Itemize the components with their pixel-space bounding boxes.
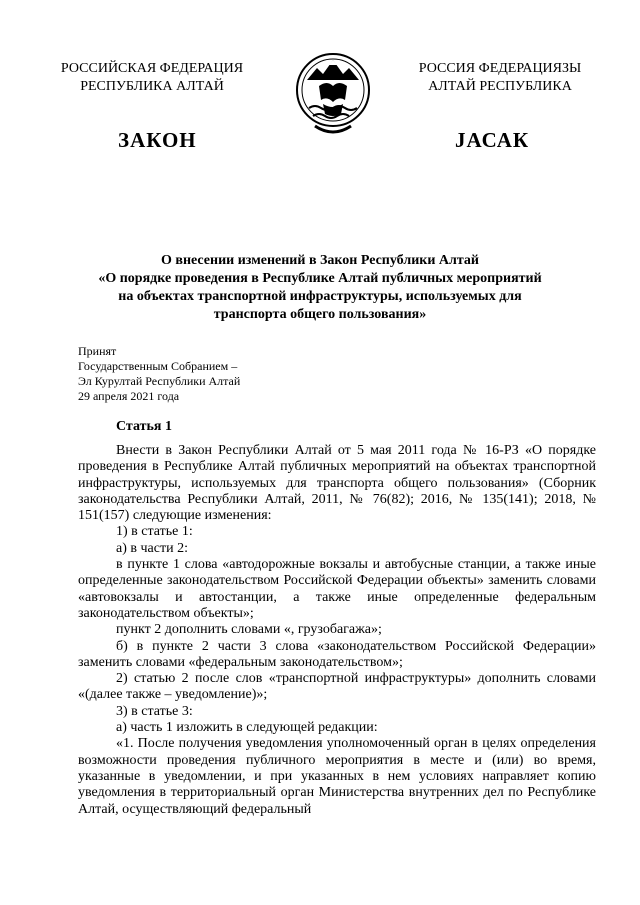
header-left-line1: РОССИЙСКАЯ ФЕДЕРАЦИЯ (60, 61, 244, 76)
paragraph: а) часть 1 изложить в следующей редакции: (116, 720, 378, 736)
title-line: О внесении изменений в Закон Республики Алтай (161, 253, 479, 268)
article-heading: Статья 1 (116, 419, 172, 434)
paragraph: «1. После получения уведомления уполномоченный орган в целях определения возможности проведения публичного мероприятия в месте и (или) во время, указанные в уведомлении, и при указанных в нем условиях направляет копию уведомления в территориальный орган Министерства внутренних дел по Республике Алтай, осуществляющий федеральный (78, 736, 596, 817)
title-line: «О порядке проведения в Республике Алтай публичных мероприятий (98, 271, 542, 286)
header-right (390, 60, 610, 96)
article-body (78, 443, 596, 818)
adoption-line: Принят (78, 344, 117, 358)
header-right-line2: АЛТАЙ РЕСПУБЛИКА (428, 79, 572, 94)
paragraph: б) в пункте 2 части 3 слова «законодательством Российской Федерации» заменить словами «федеральным законодательством»; (78, 638, 596, 670)
paragraph: 1) в статье 1: (116, 524, 193, 540)
law-title-altai: ЈАСАК (455, 128, 530, 152)
document-title (60, 252, 580, 324)
header-right-line1: РОССИЯ ФЕДЕРАЦИЯЗЫ (418, 61, 582, 76)
title-line: транспорта общего пользования» (213, 307, 427, 322)
paragraph: пункт 2 дополнить словами «, грузобагажа»; (116, 622, 382, 638)
paragraph: 2) статью 2 после слов «транспортной инфраструктуры» дополнить словами «(далее также – уведомление)»; (78, 671, 596, 703)
republic-altai-emblem-icon (293, 46, 373, 142)
paragraph: Внести в Закон Республики Алтай от 5 мая 2011 года № 16-РЗ «О порядке проведения в Республике Алтай публичных мероприятий на объектах транспортной инфраструктуры, используемых для транспорта общего пользования» (Сборник законодательства Республики Алтай, 2011, № 76(82); 2016, № 135(141); 2018, № 151(157) следующие изменения: (78, 443, 596, 524)
header-left (38, 60, 266, 96)
paragraph: в пункте 1 слова «автодорожные вокзалы и автобусные станции, а также иные определенные законодательством Российской Федерации объекты» заменить словами «автовокзалы и автостанции, а также иные определенные федеральным законодательством объекты»; (78, 557, 596, 621)
header-left-line2: РЕСПУБЛИКА АЛТАЙ (80, 79, 224, 94)
paragraph: 3) в статье 3: (116, 703, 193, 719)
adoption-block (78, 344, 240, 404)
adoption-date: 29 апреля 2021 года (78, 389, 180, 403)
paragraph: а) в части 2: (116, 540, 188, 556)
adoption-line: Эл Курултай Республики Алтай (78, 374, 241, 388)
law-title-ru: ЗАКОН (118, 128, 197, 152)
title-line: на объектах транспортной инфраструктуры, используемых для (118, 289, 522, 304)
adoption-line: Государственным Собранием – (78, 359, 238, 373)
